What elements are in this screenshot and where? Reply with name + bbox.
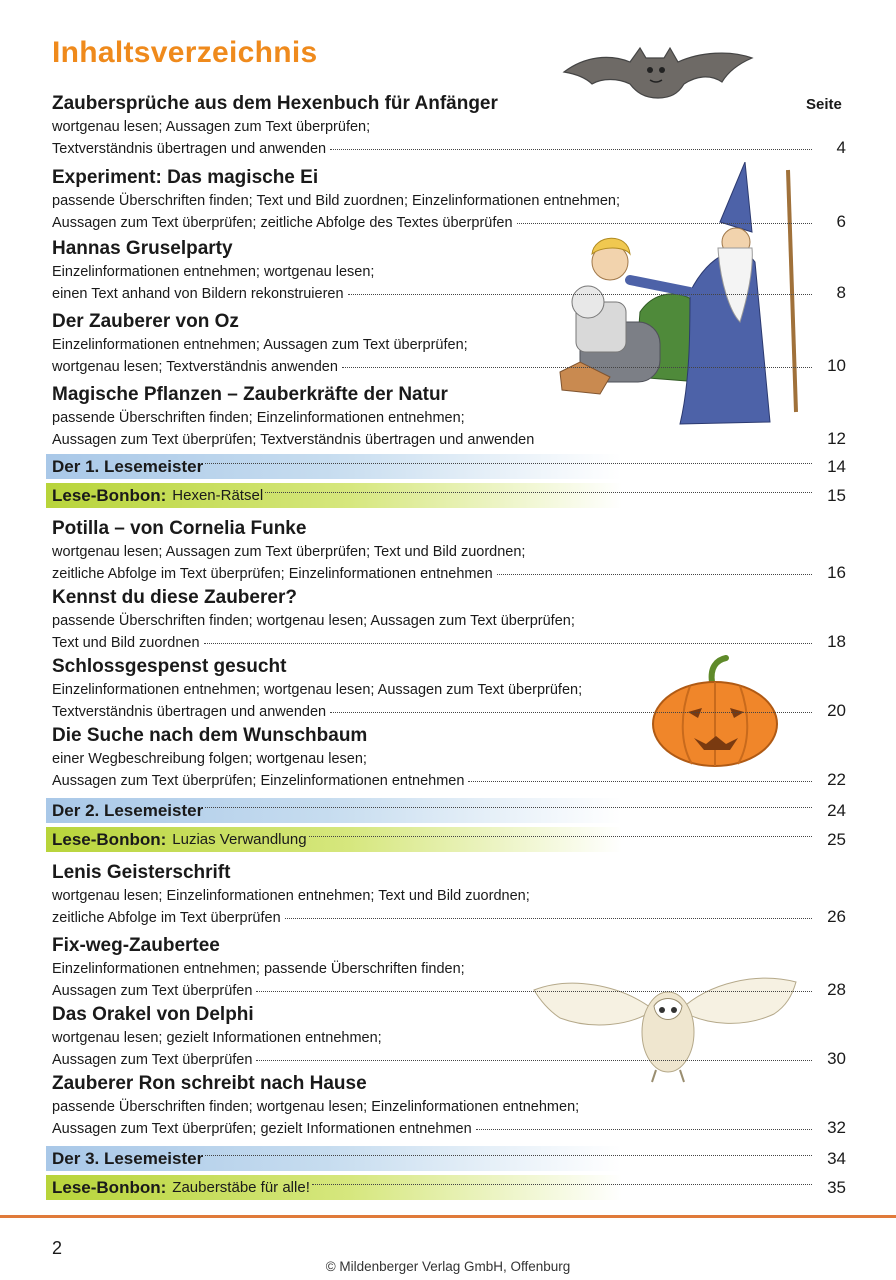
leader-dots xyxy=(256,991,812,992)
entry-page-number[interactable]: 20 xyxy=(827,700,846,720)
copyright-notice: © Mildenberger Verlag GmbH, Offenburg xyxy=(325,1259,571,1274)
entry-description: wortgenau lesen; Aussagen zum Text überprüfen; xyxy=(52,119,371,135)
leader-dots xyxy=(205,1155,812,1156)
leader-dots xyxy=(476,1129,812,1130)
toc-entry xyxy=(52,860,846,927)
band-subtitle: Hexen-Rätsel xyxy=(172,487,264,504)
toc-entry xyxy=(52,723,846,790)
band-page-number: 34 xyxy=(827,1148,846,1168)
entry-description: passende Überschriften finden; Text und Bild zuordnen; Einzelinformationen entnehmen; xyxy=(52,193,621,209)
band-page-number: 24 xyxy=(827,800,846,820)
entry-description: zeitliche Abfolge im Text überprüfen; Einzelinformationen entnehmen xyxy=(52,565,493,582)
entry-description: Einzelinformationen entnehmen; Aussagen zum Text überprüfen; xyxy=(52,337,468,353)
leader-dots xyxy=(205,463,812,464)
band-title: Lese-Bonbon: xyxy=(52,485,167,505)
page-title: Inhaltsverzeichnis xyxy=(52,36,318,69)
entry-description: einen Text anhand von Bildern rekonstruieren xyxy=(52,285,344,302)
entry-page-number[interactable]: 6 xyxy=(836,211,846,231)
entry-page-number[interactable]: 32 xyxy=(827,1117,846,1137)
entry-description: Aussagen zum Text überprüfen; Textverständnis übertragen und anwenden xyxy=(52,431,535,448)
entry-page-number[interactable]: 28 xyxy=(827,979,846,999)
leader-dots xyxy=(285,918,812,919)
entry-page-number[interactable]: 4 xyxy=(836,137,846,157)
entry-description: passende Überschriften finden; Einzelinformationen entnehmen; xyxy=(52,410,465,426)
leader-dots xyxy=(330,149,812,150)
entry-heading: Schlossgespenst gesucht xyxy=(52,656,287,677)
entry-description: Aussagen zum Text überprüfen xyxy=(52,982,253,999)
entry-heading: Potilla – von Cornelia Funke xyxy=(52,518,307,539)
lese-bonbon-band[interactable] xyxy=(46,483,846,508)
band-title: Lese-Bonbon: xyxy=(52,829,167,849)
entry-page-number[interactable]: 22 xyxy=(827,769,846,789)
entry-page-number[interactable]: 30 xyxy=(827,1048,846,1068)
band-page-number: 25 xyxy=(827,829,846,849)
entry-description: wortgenau lesen; Aussagen zum Text überprüfen; Text und Bild zuordnen; xyxy=(52,544,526,560)
entry-heading: Fix-weg-Zaubertee xyxy=(52,935,220,956)
entry-heading: Lenis Geisterschrift xyxy=(52,862,231,883)
band-page-number: 15 xyxy=(827,485,846,505)
band-title: Der 2. Lesemeister xyxy=(52,800,204,820)
lesemeister-band[interactable] xyxy=(46,798,846,823)
toc-entry xyxy=(52,309,846,376)
entry-heading: Die Suche nach dem Wunschbaum xyxy=(52,725,368,746)
toc-entry xyxy=(52,1002,846,1069)
entry-heading: Magische Pflanzen – Zauberkräfte der Natur xyxy=(52,384,448,405)
leader-dots xyxy=(256,1060,812,1061)
leader-dots xyxy=(265,492,812,493)
entry-description: passende Überschriften finden; wortgenau lesen; Aussagen zum Text überprüfen; xyxy=(52,613,575,629)
entry-page-number[interactable]: 18 xyxy=(827,631,846,651)
entry-page-number[interactable]: 12 xyxy=(827,428,846,448)
entry-heading: Kennst du diese Zauberer? xyxy=(52,587,297,608)
leader-dots xyxy=(342,367,812,368)
lesemeister-band[interactable] xyxy=(46,454,846,479)
entry-description: einer Wegbeschreibung folgen; wortgenau lesen; xyxy=(52,751,367,767)
entry-heading: Hannas Gruselparty xyxy=(52,238,233,259)
toc-entry xyxy=(52,1071,846,1138)
entry-heading: Zaubersprüche aus dem Hexenbuch für Anfänger xyxy=(52,93,498,114)
toc-entry xyxy=(52,933,846,1000)
entry-description: wortgenau lesen; Textverständnis anwenden xyxy=(52,358,338,375)
entry-heading: Experiment: Das magische Ei xyxy=(52,167,319,188)
band-page-number: 14 xyxy=(827,456,846,476)
leader-dots xyxy=(348,294,812,295)
toc-entry xyxy=(52,236,846,303)
leader-dots xyxy=(330,712,812,713)
entry-description: Aussagen zum Text überprüfen xyxy=(52,1051,253,1068)
leader-dots xyxy=(517,223,812,224)
leader-dots xyxy=(468,781,812,782)
entry-description: Aussagen zum Text überprüfen; Einzelinformationen entnehmen xyxy=(52,772,465,789)
leader-dots xyxy=(312,1184,812,1185)
band-title: Der 3. Lesemeister xyxy=(52,1148,204,1168)
band-subtitle: Luzias Verwandlung xyxy=(172,831,307,848)
toc-entry xyxy=(52,585,846,652)
leader-dots xyxy=(309,836,812,837)
entry-description: Aussagen zum Text überprüfen; gezielt Informationen entnehmen xyxy=(52,1120,472,1137)
entry-page-number[interactable]: 10 xyxy=(827,355,846,375)
lesemeister-band[interactable] xyxy=(46,1146,846,1171)
footer-divider xyxy=(0,1215,896,1218)
entry-description: Textverständnis übertragen und anwenden xyxy=(52,703,327,720)
entry-description: Textverständnis übertragen und anwenden xyxy=(52,140,327,157)
band-title: Lese-Bonbon: xyxy=(52,1177,167,1197)
entry-description: zeitliche Abfolge im Text überprüfen xyxy=(52,909,281,926)
toc-entry xyxy=(52,654,846,721)
leader-dots xyxy=(205,807,812,808)
entry-description: Einzelinformationen entnehmen; wortgenau lesen; Aussagen zum Text überprüfen; xyxy=(52,682,583,698)
toc-entry xyxy=(52,165,846,232)
leader-dots xyxy=(538,440,812,441)
toc-entry xyxy=(52,91,846,158)
entry-page-number[interactable]: 26 xyxy=(827,906,846,926)
band-subtitle: Zauberstäbe für alle! xyxy=(172,1179,310,1196)
leader-dots xyxy=(204,643,812,644)
entry-description: wortgenau lesen; gezielt Informationen entnehmen; xyxy=(52,1030,382,1046)
entry-description: passende Überschriften finden; wortgenau lesen; Einzelinformationen entnehmen; xyxy=(52,1099,580,1115)
entry-description: Aussagen zum Text überprüfen; zeitliche Abfolge des Textes überprüfen xyxy=(52,214,513,231)
entry-heading: Das Orakel von Delphi xyxy=(52,1004,254,1025)
entry-description: Text und Bild zuordnen xyxy=(52,634,200,651)
toc-entry xyxy=(52,516,846,583)
entry-page-number[interactable]: 16 xyxy=(827,562,846,582)
entry-heading: Der Zauberer von Oz xyxy=(52,311,239,332)
entry-page-number[interactable]: 8 xyxy=(836,282,846,302)
lese-bonbon-band[interactable] xyxy=(46,827,846,852)
page-column-label: Seite xyxy=(806,96,842,113)
page-number: 2 xyxy=(52,1238,63,1258)
entry-description: Einzelinformationen entnehmen; passende Überschriften finden; xyxy=(52,961,465,977)
entry-description: Einzelinformationen entnehmen; wortgenau lesen; xyxy=(52,264,375,280)
toc-entry xyxy=(52,382,846,449)
entry-description: wortgenau lesen; Einzelinformationen entnehmen; Text und Bild zuordnen; xyxy=(52,888,530,904)
band-page-number: 35 xyxy=(827,1177,846,1197)
band-title: Der 1. Lesemeister xyxy=(52,456,204,476)
entry-heading: Zauberer Ron schreibt nach Hause xyxy=(52,1073,367,1094)
lese-bonbon-band[interactable] xyxy=(46,1175,846,1200)
leader-dots xyxy=(497,574,812,575)
